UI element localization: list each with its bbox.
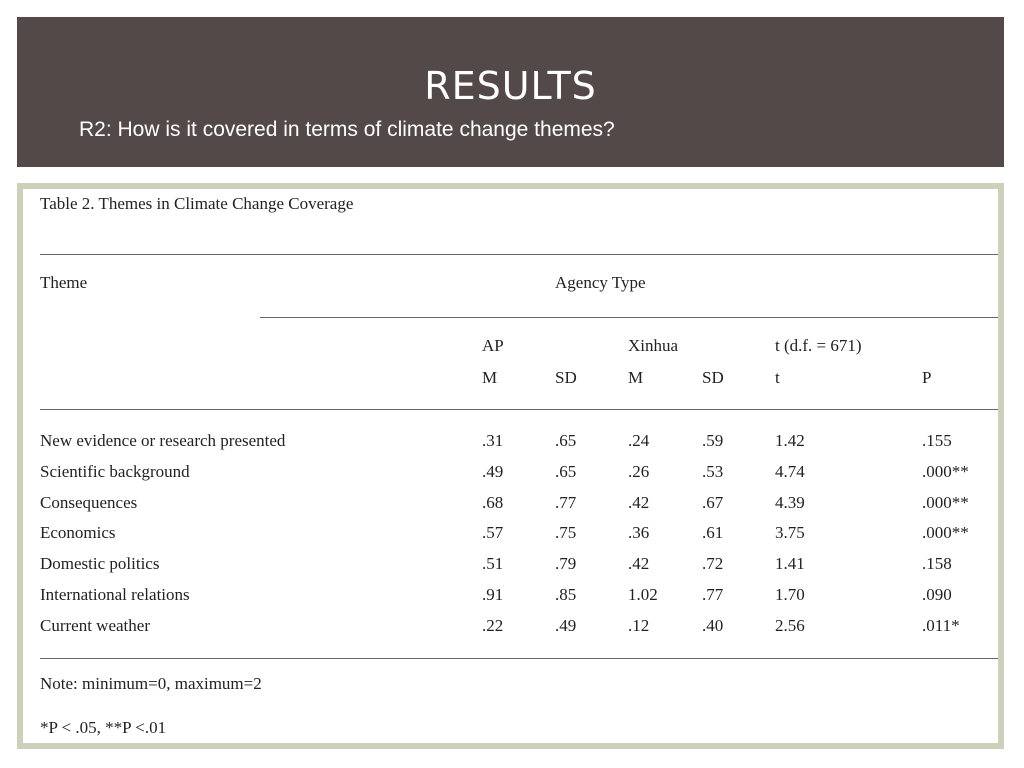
row-p: .155 — [922, 431, 952, 450]
row-theme: New evidence or research presented — [40, 431, 286, 450]
row-ap-sd: .65 — [555, 462, 577, 481]
row-theme: International relations — [40, 585, 190, 604]
table-image-frame — [17, 183, 1004, 749]
row-ap-sd: .79 — [555, 554, 577, 573]
row-p: .158 — [922, 554, 952, 573]
row-xinhua-m: .24 — [628, 431, 650, 450]
table-note: Note: minimum=0, maximum=2 — [40, 674, 262, 693]
row-ap-m: .31 — [482, 431, 504, 450]
row-xinhua-sd: .61 — [702, 523, 724, 542]
row-t: 1.41 — [775, 554, 805, 573]
row-xinhua-m: .26 — [628, 462, 650, 481]
results-table — [23, 189, 998, 743]
col-ap-sd: SD — [555, 368, 577, 387]
slide-title: RESULTS — [424, 64, 597, 108]
row-t: 1.70 — [775, 585, 805, 604]
row-p: .000** — [922, 493, 969, 512]
row-p: .000** — [922, 523, 969, 542]
row-theme: Scientific background — [40, 462, 190, 481]
row-ap-m: .91 — [482, 585, 504, 604]
row-xinhua-sd: .40 — [702, 616, 724, 635]
slide-header — [17, 17, 1004, 167]
row-xinhua-sd: .77 — [702, 585, 724, 604]
row-xinhua-m: .12 — [628, 616, 650, 635]
row-xinhua-sd: .53 — [702, 462, 724, 481]
slide-subtitle: R2: How is it covered in terms of climate change themes? — [79, 118, 615, 141]
row-xinhua-m: .42 — [628, 554, 650, 573]
col-p: P — [922, 368, 932, 387]
table-top-rule — [40, 254, 998, 255]
row-t: 3.75 — [775, 523, 805, 542]
row-ap-m: .51 — [482, 554, 504, 573]
row-xinhua-sd: .59 — [702, 431, 724, 450]
row-xinhua-m: 1.02 — [628, 585, 658, 604]
column-header-rule — [40, 409, 998, 410]
col-xinhua-m: M — [628, 368, 644, 387]
row-p: .011* — [922, 616, 960, 635]
row-xinhua-sd: .72 — [702, 554, 724, 573]
row-t: 2.56 — [775, 616, 805, 635]
row-xinhua-m: .42 — [628, 493, 650, 512]
col-xinhua-sd: SD — [702, 368, 724, 387]
row-t: 4.74 — [775, 462, 805, 481]
table-caption: Table 2. Themes in Climate Change Coverage — [40, 194, 354, 213]
row-t: 4.39 — [775, 493, 805, 512]
table-bottom-rule — [40, 658, 998, 659]
ap-group-header: AP — [482, 336, 504, 355]
row-theme: Domestic politics — [40, 554, 160, 573]
significance-note: *P < .05, **P <.01 — [40, 718, 167, 737]
row-theme: Consequences — [40, 493, 138, 512]
xinhua-group-header: Xinhua — [628, 336, 679, 355]
theme-column-header: Theme — [40, 273, 88, 292]
row-t: 1.42 — [775, 431, 805, 450]
row-xinhua-m: .36 — [628, 523, 650, 542]
row-ap-sd: .75 — [555, 523, 577, 542]
row-ap-m: .22 — [482, 616, 504, 635]
ttest-group-header: t (d.f. = 671) — [775, 336, 862, 355]
row-xinhua-sd: .67 — [702, 493, 724, 512]
agency-header-rule — [260, 317, 998, 318]
row-ap-m: .57 — [482, 523, 504, 542]
row-p: .090 — [922, 585, 952, 604]
row-theme: Economics — [40, 523, 116, 542]
row-ap-sd: .77 — [555, 493, 577, 512]
agency-type-header: Agency Type — [555, 273, 646, 292]
row-ap-sd: .85 — [555, 585, 577, 604]
row-theme: Current weather — [40, 616, 150, 635]
row-ap-sd: .65 — [555, 431, 577, 450]
col-t: t — [775, 368, 780, 387]
col-ap-m: M — [482, 368, 498, 387]
row-p: .000** — [922, 462, 969, 481]
row-ap-sd: .49 — [555, 616, 577, 635]
row-ap-m: .49 — [482, 462, 504, 481]
row-ap-m: .68 — [482, 493, 504, 512]
